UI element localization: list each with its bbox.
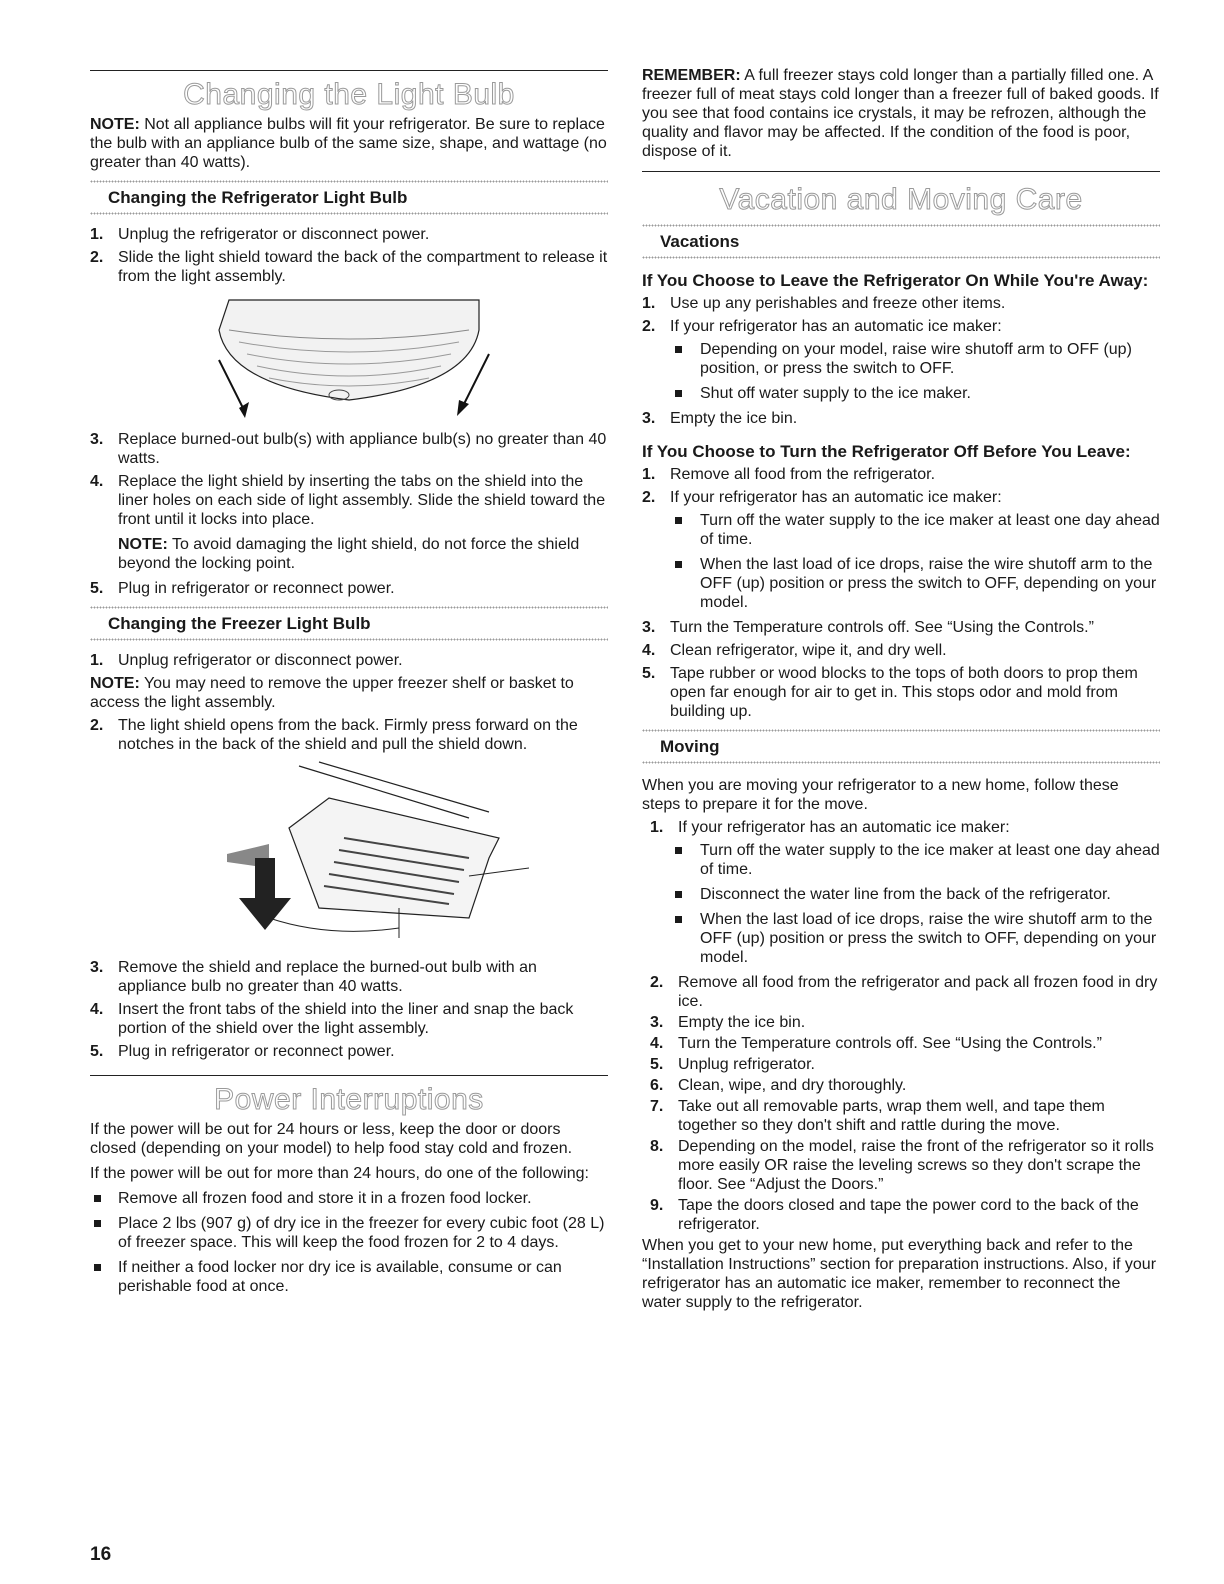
- turn-off-bullets: [642, 511, 1160, 612]
- list-item: 9. Tape the doors closed and tape the power cord to the back of the refrigerator.: [650, 1197, 1139, 1233]
- list-item: 2. The light shield opens from the back. Firmly press forward on the notches in the back of the shield and pull the shield down.: [90, 717, 578, 753]
- turn-off-steps-continued: [642, 618, 1160, 721]
- section-rule: [642, 171, 1160, 172]
- list-item: When the last load of ice drops, raise the wire shutoff arm to the OFF (up) position or press the switch to OFF, depending on your model.: [642, 555, 1160, 612]
- list-item: 2. Slide the light shield toward the back of the compartment to release it from the light assembly.: [90, 249, 608, 285]
- list-item: 6. Clean, wipe, and dry thoroughly.: [650, 1077, 907, 1094]
- left-column: [90, 70, 608, 1302]
- subheading-moving: Moving: [660, 737, 720, 756]
- fridge-note: NOTE: To avoid damaging the light shield, do not force the shield beyond the locking point.: [118, 536, 580, 572]
- list-item: 3. Remove the shield and replace the burned-out bulb with an appliance bulb no greater than 40 watts.: [90, 959, 537, 995]
- subheading-fridge-bulb: Changing the Refrigerator Light Bulb: [108, 188, 408, 207]
- list-item: 3. Replace burned-out bulb(s) with appliance bulb(s) no greater than 40 watts.: [90, 431, 607, 467]
- turn-off-steps: [642, 465, 1160, 507]
- list-item: 1. Unplug the refrigerator or disconnect power.: [90, 226, 430, 243]
- fridge-light-shield-illustration: [199, 290, 499, 422]
- fridge-steps-list-continued: [90, 430, 608, 529]
- list-item: 4. Turn the Temperature controls off. See “Using the Controls.”: [650, 1035, 1102, 1052]
- list-item: If neither a food locker nor dry ice is available, consume or can perishable food at once.: [90, 1258, 608, 1296]
- freezer-step-2: [90, 716, 608, 754]
- section-title-light-bulb: Changing the Light Bulb: [183, 78, 515, 111]
- list-item: 2. Remove all food from the refrigerator and pack all frozen food in dry ice.: [650, 974, 1158, 1010]
- section-title-power: Power Interruptions: [214, 1083, 484, 1116]
- list-item: 1. Remove all food from the refrigerator.: [642, 466, 936, 483]
- freezer-light-shield-illustration: [169, 758, 529, 948]
- dotted-divider: [90, 606, 608, 609]
- list-item: 1. Unplug refrigerator or disconnect power.: [90, 652, 403, 669]
- freezer-steps-list-continued: [90, 958, 608, 1061]
- dotted-divider: [642, 256, 1160, 259]
- moving-closing: When you get to your new home, put everything back and refer to the “Installation Instructions” section for preparation instructions. Also, if your refrigerator has an automatic ice maker, remember to reconnect the water supply to the refrigerator.: [642, 1237, 1157, 1311]
- list-item: 4. Insert the front tabs of the shield into the liner and snap the back portion of the shield over the light assembly.: [90, 1001, 574, 1037]
- list-item: 1. If your refrigerator has an automatic ice maker:: [650, 819, 1010, 836]
- list-item: 3. Turn the Temperature controls off. See “Using the Controls.”: [642, 619, 1094, 636]
- list-item: Remove all frozen food and store it in a frozen food locker.: [90, 1189, 608, 1208]
- dotted-divider: [642, 761, 1160, 764]
- page-number: 16: [90, 1544, 112, 1565]
- list-item: 5. Plug in refrigerator or reconnect power.: [90, 1043, 395, 1060]
- list-item: 8. Depending on the model, raise the front of the refrigerator so it rolls more easily OR raise the leveling screws so they don't scrape the floor. See “Adjust the Doors.”: [650, 1138, 1154, 1193]
- leave-on-steps: [642, 294, 1160, 336]
- subheading-vacations: Vacations: [660, 232, 740, 251]
- dotted-divider: [642, 729, 1160, 732]
- moving-step-1: [642, 818, 1160, 837]
- section-rule: [90, 1075, 608, 1076]
- list-item: Depending on your model, raise wire shutoff arm to OFF (up) position, or press the switch to OFF.: [642, 340, 1160, 378]
- power-paragraph-2: If the power will be out for more than 24 hours, do one of the following:: [90, 1165, 589, 1182]
- note-paragraph: [90, 115, 608, 172]
- list-item: 4. Replace the light shield by inserting the tabs on the shield into the liner holes on each side of light assembly. Slide the shield toward the front until it locks into place.: [90, 473, 606, 528]
- list-item: Shut off water supply to the ice maker.: [642, 384, 1160, 403]
- freezer-step-1: [90, 651, 608, 670]
- note-text: Not all appliance bulbs will fit your refrigerator. Be sure to replace the bulb with an appliance bulb of the same size, shape, and wattage (no greater than 40 watts).: [90, 116, 607, 171]
- list-item: 5. Tape rubber or wood blocks to the tops of both doors to prop them open far enough for air to get in. This stops odor and mold from building up.: [642, 665, 1138, 720]
- leave-on-bullets: [642, 340, 1160, 403]
- dotted-divider: [90, 638, 608, 641]
- dotted-divider: [90, 180, 608, 183]
- leave-on-step-3: [642, 409, 1160, 428]
- list-item: When the last load of ice drops, raise the wire shutoff arm to the OFF (up) position or press the switch to OFF, depending on your model.: [642, 910, 1160, 967]
- list-item: Turn off the water supply to the ice maker at least one day ahead of time.: [642, 841, 1160, 879]
- list-item: 1. Use up any perishables and freeze other items.: [642, 295, 1006, 312]
- moving-bullets: [642, 841, 1160, 967]
- power-bullets: [90, 1189, 608, 1296]
- heading-turn-off: If You Choose to Turn the Refrigerator Off Before You Leave:: [642, 442, 1131, 461]
- freezer-note: NOTE: You may need to remove the upper freezer shelf or basket to access the light assembly.: [90, 675, 574, 711]
- list-item: 7. Take out all removable parts, wrap them well, and tape them together so they don't shift and rattle during the move.: [650, 1098, 1105, 1134]
- note-label: NOTE:: [90, 116, 140, 133]
- list-item: 3. Empty the ice bin.: [642, 410, 798, 427]
- dotted-divider: [642, 224, 1160, 227]
- section-title-vacation: Vacation and Moving Care: [719, 183, 1083, 216]
- subheading-freezer-bulb: Changing the Freezer Light Bulb: [108, 614, 371, 633]
- list-item: 2. If your refrigerator has an automatic ice maker:: [642, 489, 1002, 506]
- remember-paragraph: REMEMBER: A full freezer stays cold longer than a partially filled one. A freezer full of meat stays cold longer than a freezer full of baked goods. If you see that food contains ice crystals, it may be refrozen, although the quality and flavor may be affected. If the condition of the food is poor, dispose of it.: [642, 67, 1159, 160]
- heading-leave-on: If You Choose to Leave the Refrigerator On While You're Away:: [642, 271, 1149, 290]
- list-item: 2. If your refrigerator has an automatic ice maker:: [642, 318, 1002, 335]
- dotted-divider: [90, 212, 608, 215]
- list-item: 5. Plug in refrigerator or reconnect power.: [90, 580, 395, 597]
- moving-intro: When you are moving your refrigerator to a new home, follow these steps to prepare it for the move.: [642, 777, 1119, 813]
- list-item: Disconnect the water line from the back of the refrigerator.: [642, 885, 1160, 904]
- fridge-steps-list: [90, 225, 608, 286]
- fridge-step-5: [90, 579, 608, 598]
- power-paragraph-1: If the power will be out for 24 hours or less, keep the door or doors closed (depending on your model) to help food stay cold and frozen.: [90, 1121, 573, 1157]
- moving-steps-continued: [642, 973, 1160, 1234]
- right-column: [642, 66, 1160, 1312]
- list-item: 5. Unplug refrigerator.: [650, 1056, 815, 1073]
- list-item: Place 2 lbs (907 g) of dry ice in the freezer for every cubic foot (28 L) of freezer space. This will keep the food frozen for 2 to 4 days.: [90, 1214, 608, 1252]
- list-item: 4. Clean refrigerator, wipe it, and dry well.: [642, 642, 947, 659]
- list-item: Turn off the water supply to the ice maker at least one day ahead of time.: [642, 511, 1160, 549]
- list-item: 3. Empty the ice bin.: [650, 1014, 806, 1031]
- section-rule: [90, 70, 608, 71]
